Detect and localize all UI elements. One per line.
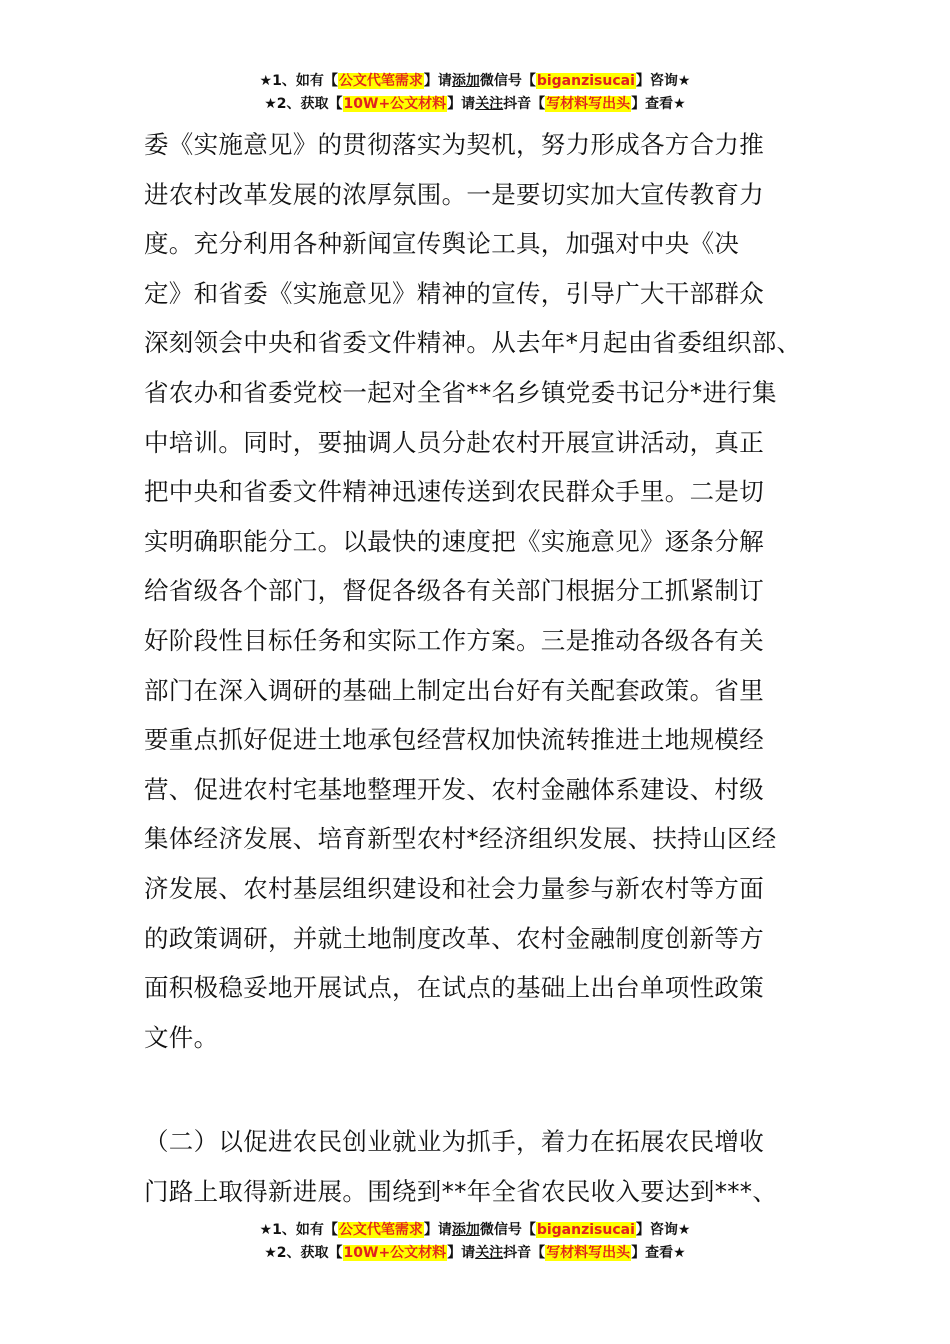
banner-text: 】咨询★ <box>635 73 691 89</box>
banner-text: 】咨询★ <box>635 1222 691 1238</box>
highlight-douyin-account: 写材料写出头 <box>546 1245 631 1261</box>
text-line: 省农办和省委党校一起对全省**名乡镇党委书记分*进行集 <box>144 377 777 407</box>
underlined-text: 关注 <box>475 96 504 112</box>
banner-text: 微信号【 <box>479 1222 536 1238</box>
text-line: 定》和省委《实施意见》精神的宣传，引导广大干部群众 <box>144 278 764 308</box>
text-line: 深刻领会中央和省委文件精神。从去年*月起由省委组织部、 <box>144 328 802 358</box>
text-line: 给省级各个部门，督促各级各有关部门根据分工抓紧制订 <box>144 576 764 606</box>
header-banner <box>0 70 950 116</box>
underlined-text: 关注 <box>475 1245 504 1261</box>
banner-line-2 <box>0 1242 950 1265</box>
text-line: 实明确职能分工。以最快的速度把《实施意见》逐条分解 <box>144 526 764 556</box>
body-paragraph-2 <box>144 1117 814 1216</box>
banner-text: 】查看★ <box>631 96 686 112</box>
highlight-wechat-id: biganzisucai <box>536 1222 635 1238</box>
text-line: 面积极稳妥地开展试点，在试点的基础上出台单项性政策 <box>144 973 764 1003</box>
banner-line-1 <box>0 70 950 93</box>
banner-text: 】请 <box>447 1245 476 1261</box>
banner-text: 微信号【 <box>479 73 536 89</box>
banner-text: 】请 <box>447 96 476 112</box>
highlight-douyin-account: 写材料写出头 <box>546 96 631 112</box>
highlight-materials: 10W+公文材料 <box>343 1245 447 1261</box>
text-line: 度。充分利用各种新闻宣传舆论工具，加强对中央《决 <box>144 229 740 259</box>
banner-line-1 <box>0 1219 950 1242</box>
banner-text: ★1、如有【 <box>259 1222 338 1238</box>
text-line: 要重点抓好促进土地承包经营权加快流转推进土地规模经 <box>144 725 764 755</box>
text-line: 部门在深入调研的基础上制定出台好有关配套政策。省里 <box>144 675 764 705</box>
banner-text: 抖音【 <box>503 1245 546 1261</box>
banner-text: 抖音【 <box>503 96 546 112</box>
banner-text: ★2、获取【 <box>264 96 343 112</box>
body-paragraph-1 <box>144 120 814 1062</box>
underlined-text: 添加 <box>451 73 480 89</box>
banner-line-2 <box>0 93 950 116</box>
text-line: 营、促进农村宅基地整理开发、农村金融体系建设、村级 <box>144 774 764 804</box>
banner-text: 】查看★ <box>631 1245 686 1261</box>
banner-text: ★1、如有【 <box>259 73 338 89</box>
text-line: 门路上取得新进展。围绕到**年全省农民收入要达到***、 <box>144 1176 778 1206</box>
text-line: 济发展、农村基层组织建设和社会力量参与新农村等方面 <box>144 873 764 903</box>
text-line: 的政策调研，并就土地制度改革、农村金融制度创新等方 <box>144 923 764 953</box>
text-line: 好阶段性目标任务和实际工作方案。三是推动各级各有关 <box>144 625 764 655</box>
text-line: 把中央和省委文件精神迅速传送到农民群众手里。二是切 <box>144 477 764 507</box>
highlight-materials: 10W+公文材料 <box>343 96 447 112</box>
banner-text: 】请 <box>423 1222 452 1238</box>
text-line: 进农村改革发展的浓厚氛围。一是要切实加大宣传教育力 <box>144 179 764 209</box>
highlight-service: 公文代笔需求 <box>338 73 423 89</box>
banner-text: 】请 <box>423 73 452 89</box>
highlight-wechat-id: biganzisucai <box>536 73 635 89</box>
text-line: 集体经济发展、培育新型农村*经济组织发展、扶持山区经 <box>144 824 777 854</box>
text-line: （二）以促进农民创业就业为抓手，着力在拓展农民增收 <box>144 1127 764 1156</box>
text-line: 文件。 <box>144 1022 219 1052</box>
footer-banner <box>0 1219 950 1265</box>
text-line: 委《实施意见》的贯彻落实为契机，努力形成各方合力推 <box>144 130 764 159</box>
underlined-text: 添加 <box>451 1222 480 1238</box>
banner-text: ★2、获取【 <box>264 1245 343 1261</box>
text-line: 中培训。同时，要抽调人员分赴农村开展宣讲活动，真正 <box>144 427 764 457</box>
highlight-service: 公文代笔需求 <box>338 1222 423 1238</box>
